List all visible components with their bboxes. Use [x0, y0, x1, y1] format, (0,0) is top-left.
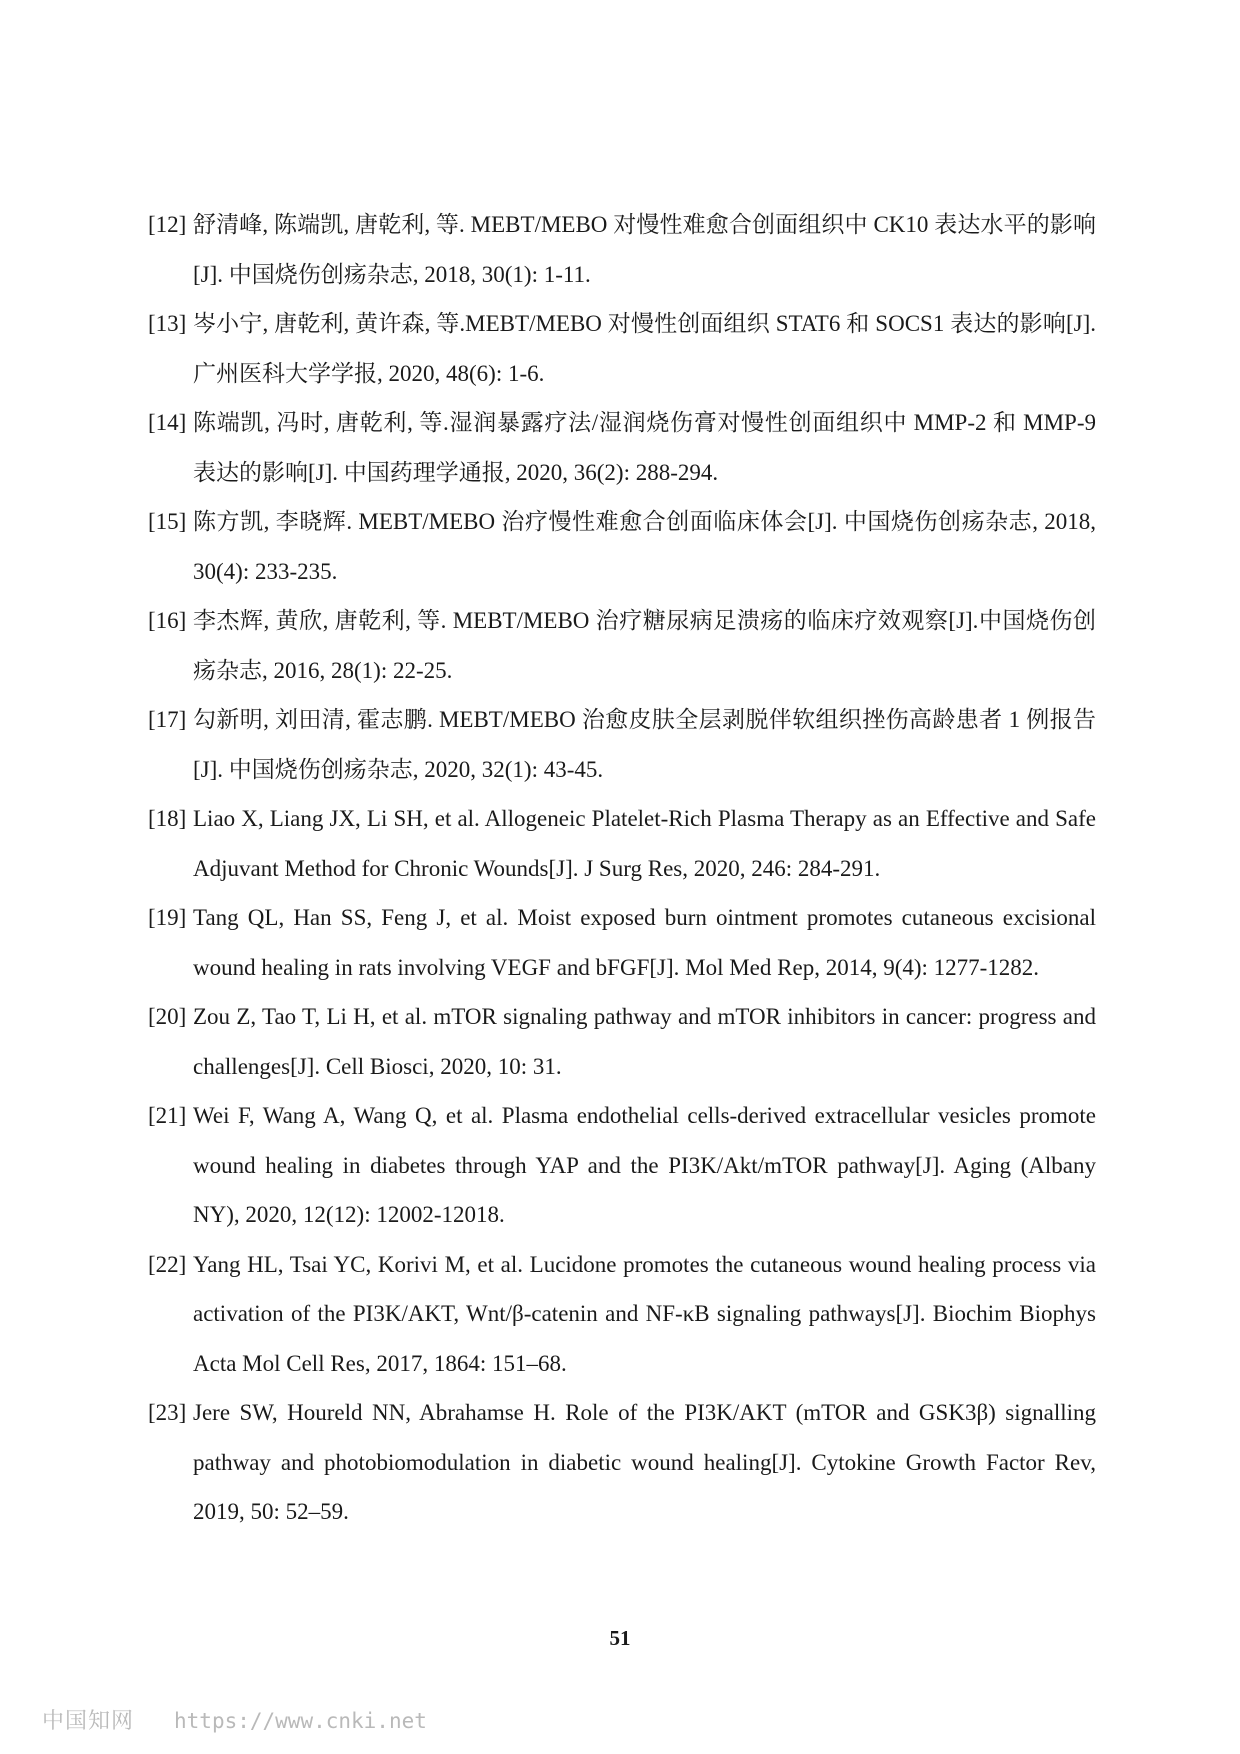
reference-text: Yang HL, Tsai YC, Korivi M, et al. Lucidone promotes the cutaneous wound healing process via activation of the PI3K/AKT, Wnt/β-catenin and NF-κB signaling pathways[J]. Biochim Biophys Acta Mol Cell Res, 2017, 1864: 151–68. — [193, 1251, 1096, 1376]
reference-number: [14] — [148, 410, 187, 435]
reference-number: [22] — [148, 1251, 187, 1277]
reference-number: [15] — [148, 509, 187, 534]
reference-number: [20] — [148, 1004, 187, 1029]
reference-text: 舒清峰, 陈端凯, 唐乾利, 等. MEBT/MEBO 对慢性难愈合创面组织中 CK10 表达水平的影响[J]. 中国烧伤创疡杂志, 2018, 30(1): 1-11. — [193, 212, 1096, 287]
reference-text: 李杰辉, 黄欣, 唐乾利, 等. MEBT/MEBO 治疗糖尿病足溃疡的临床疗效观察[J].中国烧伤创疡杂志, 2016, 28(1): 22-25. — [193, 608, 1096, 683]
reference-item — [148, 596, 1096, 695]
reference-item — [148, 893, 1096, 992]
reference-number: [17] — [148, 707, 187, 732]
reference-number: [19] — [148, 905, 187, 930]
reference-item — [148, 200, 1096, 299]
reference-text: 陈方凯, 李晓辉. MEBT/MEBO 治疗慢性难愈合创面临床体会[J]. 中国烧伤创疡杂志, 2018, 30(4): 233-235. — [193, 509, 1096, 584]
reference-text: 勾新明, 刘田清, 霍志鹏. MEBT/MEBO 治愈皮肤全层剥脱伴软组织挫伤高龄患者 1 例报告[J]. 中国烧伤创疡杂志, 2020, 32(1): 43-45. — [193, 707, 1096, 782]
watermark-url: https://www.cnki.net — [174, 1709, 427, 1733]
reference-number: [13] — [148, 311, 187, 336]
reference-text: 陈端凯, 冯时, 唐乾利, 等.湿润暴露疗法/湿润烧伤膏对慢性创面组织中 MMP-2 和 MMP-9 表达的影响[J]. 中国药理学通报, 2020, 36(2): 288-294. — [193, 410, 1096, 485]
reference-item — [148, 794, 1096, 893]
watermark — [42, 1704, 427, 1735]
reference-item — [148, 299, 1096, 398]
page-number: 51 — [609, 1626, 631, 1650]
reference-item — [148, 1091, 1096, 1240]
watermark-logo: 中国知网 — [42, 1709, 135, 1734]
reference-item — [148, 695, 1096, 794]
reference-text: Jere SW, Houreld NN, Abrahamse H. Role of the PI3K/AKT (mTOR and GSK3β) signalling pathway and photobiomodulation in diabetic wound healing[J]. Cytokine Growth Factor Rev, 2019, 50: 52–59. — [193, 1400, 1096, 1524]
reference-item — [148, 992, 1096, 1091]
reference-item — [148, 398, 1096, 497]
reference-number: [23] — [148, 1400, 187, 1425]
reference-number: [18] — [148, 806, 187, 831]
reference-item — [148, 497, 1096, 596]
reference-text: Wei F, Wang A, Wang Q, et al. Plasma endothelial cells-derived extracellular vesicles promote wound healing in diabetes through YAP and the PI3K/Akt/mTOR pathway[J]. Aging (Albany NY), 2020, 12(12): 12002-12018. — [193, 1103, 1096, 1227]
reference-number: [12] — [148, 212, 187, 237]
reference-item — [148, 1388, 1096, 1537]
reference-text: Tang QL, Han SS, Feng J, et al. Moist exposed burn ointment promotes cutaneous excisional wound healing in rats involving VEGF and bFGF[J]. Mol Med Rep, 2014, 9(4): 1277-1282. — [193, 905, 1096, 980]
reference-text: Zou Z, Tao T, Li H, et al. mTOR signaling pathway and mTOR inhibitors in cancer: progress and challenges[J]. Cell Biosci, 2020, 10: 31. — [193, 1004, 1096, 1079]
reference-list — [148, 200, 1096, 1537]
reference-text: 岑小宁, 唐乾利, 黄许森, 等.MEBT/MEBO 对慢性创面组织 STAT6 和 SOCS1 表达的影响[J]. 广州医科大学学报, 2020, 48(6): 1-6. — [193, 311, 1096, 386]
reference-text: Liao X, Liang JX, Li SH, et al. Allogeneic Platelet-Rich Plasma Therapy as an Effective and Safe Adjuvant Method for Chronic Wounds[J]. J Surg Res, 2020, 246: 284-291. — [193, 806, 1096, 881]
reference-number: [16] — [148, 608, 187, 633]
reference-item — [148, 1240, 1096, 1389]
reference-number: [21] — [148, 1103, 187, 1128]
